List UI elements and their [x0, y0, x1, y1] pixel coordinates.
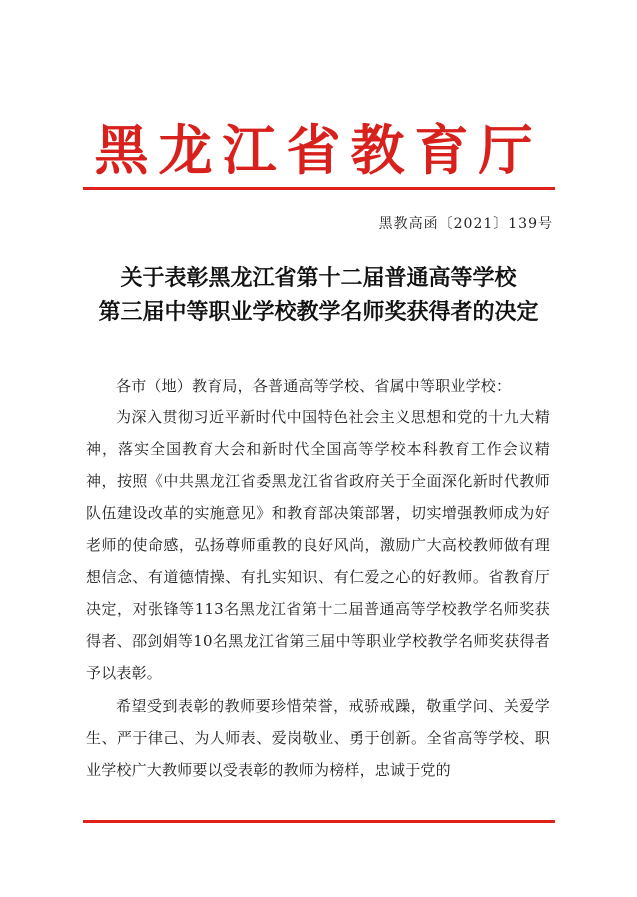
salutation: 各市（地）教育局，各普通高等学校、省属中等职业学校： — [116, 377, 512, 395]
body-paragraph: 希望受到表彰的教师要珍惜荣誉，戒骄戒躁，敬重学问、关爱学生、严于律己、为人师表、爱岗敬业、勇于创新。全省高等学校、职业学校广大教师要以受表彰的教师为榜样，忠诚于党的 — [86, 697, 550, 779]
body-paragraph-1-block — [86, 401, 550, 689]
header-divider — [83, 187, 555, 190]
document-title-line-1: 关于表彰黑龙江省第十二届普通高等学校 — [120, 265, 517, 291]
body-paragraph-2-block — [86, 690, 550, 786]
document-title-line-2: 第三届中等职业学校教学名师奖获得者的决定 — [98, 299, 539, 325]
footer-divider — [83, 820, 555, 823]
body-paragraph: 为深入贯彻习近平新时代中国特色社会主义思想和党的十九大精神，落实全国教育大会和新时代全国高等学校本科教育工作会议精神，按照《中共黑龙江省委黑龙江省省政府关于全面深化新时代教师队伍建设改革的实施意见》和教育部决策部署，切实增强教师成为好老师的使命感，弘扬尊师重教的良好风尚，激励广大高校教师做有理想信念、有道德情操、有扎实知识、有仁爱之心的好教师。省教育厅决定，对张锋等113名黑龙江省第十二届普通高等学校教学名师奖获得者、邵剑娟等10名黑龙江省第三届中等职业学校教学名师奖获得者予以表彰。 — [86, 408, 550, 682]
document-number: 黑教高函〔2021〕139号 — [378, 216, 553, 232]
salutation-block — [86, 370, 550, 402]
issuer-title: 黑龙江省教育厅 — [94, 118, 543, 182]
